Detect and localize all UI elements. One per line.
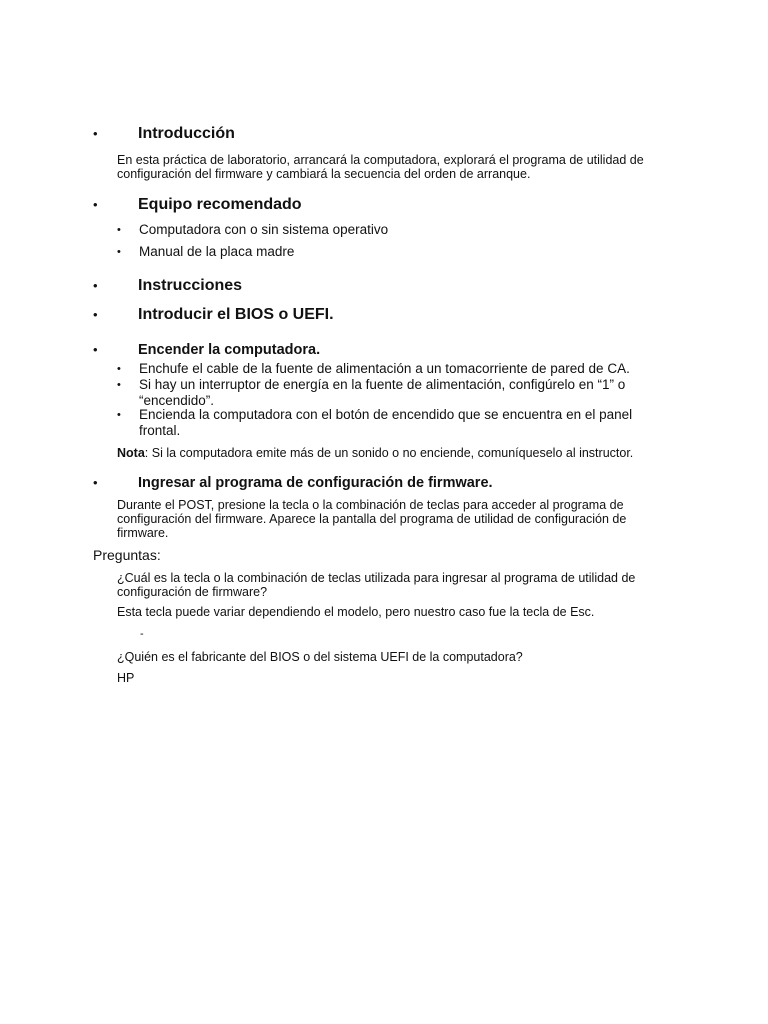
bullet: • (117, 409, 121, 421)
note-text: : Si la computadora emite más de un sonido o no enciende, comuníqueselo al instructor. (144, 446, 634, 460)
answer-2: HP (117, 671, 135, 685)
bullet: • (93, 126, 98, 141)
bullet: • (117, 363, 121, 375)
dash-mark: - (140, 628, 144, 640)
heading-text: Ingresar al programa de configuración de firmware. (138, 475, 493, 491)
list-item-text: Computadora con o sin sistema operativo (139, 222, 389, 237)
heading-text: Equipo recomendado (138, 196, 302, 213)
heading-text: Introducción (138, 125, 235, 142)
bullet: • (117, 246, 121, 258)
heading-text: Introducir el BIOS o UEFI. (138, 306, 334, 323)
list-item-text: Si hay un interruptor de energía en la fuente de alimentación, configúrelo en “1” o “encendido”. (139, 377, 626, 408)
firmware-paragraph: Durante el POST, presione la tecla o la combinación de teclas para acceder al programa de configuración del firmware. Aparece la pantalla del programa de utilidad de configuración de firmware. (117, 498, 627, 540)
bullet: • (93, 342, 98, 357)
note-paragraph (117, 446, 677, 460)
list-item-text: Manual de la placa madre (139, 244, 295, 259)
questions-label: Preguntas: (93, 547, 161, 563)
heading-text: Encender la computadora. (138, 342, 321, 358)
intro-paragraph: En esta práctica de laboratorio, arrancará la computadora, explorará el programa de utilidad de configuración del firmware y cambiará la secuencia del orden de arranque. (117, 153, 644, 181)
list-item-text: Enchufe el cable de la fuente de alimentación a un tomacorriente de pared de CA. (139, 361, 630, 376)
bullet: • (93, 475, 98, 490)
heading-text: Instrucciones (138, 277, 243, 294)
bullet: • (117, 379, 121, 391)
bullet: • (93, 197, 98, 212)
bullet: • (93, 307, 98, 322)
bullet: • (93, 278, 98, 293)
question-1: ¿Cuál es la tecla o la combinación de teclas utilizada para ingresar al programa de utilidad de configuración de firmware? (117, 571, 636, 599)
question-2: ¿Quién es el fabricante del BIOS o del sistema UEFI de la computadora? (117, 650, 523, 664)
answer-1: Esta tecla puede variar dependiendo el modelo, pero nuestro caso fue la tecla de Esc. (117, 605, 595, 619)
bullet: • (117, 224, 121, 236)
list-item-text: Encienda la computadora con el botón de encendido que se encuentra en el panel frontal. (139, 407, 633, 438)
note-label: Nota (117, 446, 145, 460)
